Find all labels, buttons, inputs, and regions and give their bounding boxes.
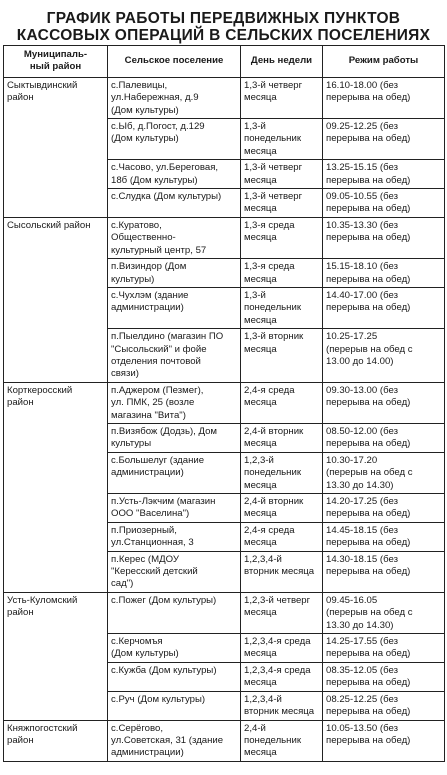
hours-cell: 14.30-18.15 (без перерыва на обед) bbox=[323, 551, 445, 592]
hours-cell: 08.25-12.25 (без перерыва на обед) bbox=[323, 691, 445, 720]
settlement-cell: п.Усть-Лэкчим (магазин ООО "Васелина") bbox=[108, 494, 241, 523]
hours-cell: 09.45-16.05 (перерыв на обед с 13.30 до 14.30) bbox=[323, 592, 445, 633]
hours-cell: 10.25-17.25 (перерыв на обед с 13.00 до 14.00) bbox=[323, 329, 445, 383]
settlement-cell: п.Визябож (Додзь), Дом культуры bbox=[108, 423, 241, 452]
hours-cell: 13.25-15.15 (без перерыва на обед) bbox=[323, 160, 445, 189]
header-district: Муниципаль- ный район bbox=[4, 46, 108, 78]
hours-cell: 09.05-10.55 (без перерыва на обед) bbox=[323, 189, 445, 218]
settlement-cell: с.Слудка (Дом культуры) bbox=[108, 189, 241, 218]
day-cell: 1,2,3-й четверг месяца bbox=[241, 592, 323, 633]
hours-cell: 16.10-18.00 (без перерыва на обед) bbox=[323, 77, 445, 118]
hours-cell: 08.50-12.00 (без перерыва на обед) bbox=[323, 423, 445, 452]
day-cell: 2,4-й вторник месяца bbox=[241, 423, 323, 452]
day-cell: 2,4-й понедельник месяца bbox=[241, 720, 323, 761]
title-line-2: КАССОВЫХ ОПЕРАЦИЙ В СЕЛЬСКИХ ПОСЕЛЕНИЯХ bbox=[16, 27, 431, 44]
settlement-cell: п.Приозерный, ул.Станционная, 3 bbox=[108, 522, 241, 551]
settlement-cell: с.Часово, ул.Береговая, 18б (Дом культуры) bbox=[108, 160, 241, 189]
day-cell: 2,4-я среда месяца bbox=[241, 382, 323, 423]
hours-cell: 15.15-18.10 (без перерыва на обед) bbox=[323, 259, 445, 288]
hours-cell: 09.30-13.00 (без перерыва на обед) bbox=[323, 382, 445, 423]
settlement-cell: с.Чухлэм (здание администрации) bbox=[108, 287, 241, 328]
settlement-cell: с.Кужба (Дом культуры) bbox=[108, 662, 241, 691]
day-cell: 1,2,3-й понедельник месяца bbox=[241, 452, 323, 493]
district-cell: Сыктывдинский район bbox=[4, 77, 108, 217]
day-cell: 1,3-й четверг месяца bbox=[241, 189, 323, 218]
hours-cell: 14.25-17.55 (без перерыва на обед) bbox=[323, 634, 445, 663]
settlement-cell: с.Палевицы, ул.Набережная, д.9 (Дом культуры) bbox=[108, 77, 241, 118]
settlement-cell: с.Серёгово, ул.Советская, 31 (здание администрации) bbox=[108, 720, 241, 761]
day-cell: 1,3-й понедельник месяца bbox=[241, 119, 323, 160]
hours-cell: 14.40-17.00 (без перерыва на обед) bbox=[323, 287, 445, 328]
day-cell: 1,2,3,4-я среда месяца bbox=[241, 662, 323, 691]
settlement-cell: п.Керес (МДОУ "Кересский детский сад") bbox=[108, 551, 241, 592]
day-cell: 1,3-я среда месяца bbox=[241, 259, 323, 288]
hours-cell: 14.45-18.15 (без перерыва на обед) bbox=[323, 522, 445, 551]
page-title bbox=[0, 10, 447, 44]
table-row bbox=[4, 382, 445, 423]
settlement-cell: с.Керчомъя (Дом культуры) bbox=[108, 634, 241, 663]
header-day: День недели bbox=[241, 46, 323, 78]
day-cell: 1,3-й четверг месяца bbox=[241, 160, 323, 189]
district-cell: Княжпогостский район bbox=[4, 720, 108, 761]
schedule-table bbox=[3, 45, 445, 762]
settlement-cell: п.Аджером (Пезмег), ул. ПМК, 25 (возле магазина "Вита") bbox=[108, 382, 241, 423]
table-row bbox=[4, 720, 445, 761]
hours-cell: 10.35-13.30 (без перерыва на обед) bbox=[323, 217, 445, 258]
day-cell: 1,3-й четверг месяца bbox=[241, 77, 323, 118]
day-cell: 1,3-й вторник месяца bbox=[241, 329, 323, 383]
hours-cell: 08.35-12.05 (без перерыва на обед) bbox=[323, 662, 445, 691]
settlement-cell: п.Пыелдино (магазин ПО "Сысольский" и фойе отделения почтовой связи) bbox=[108, 329, 241, 383]
settlement-cell: с.Ыб, д.Погост, д.129 (Дом культуры) bbox=[108, 119, 241, 160]
header-hours: Режим работы bbox=[323, 46, 445, 78]
settlement-cell: с.Пожег (Дом культуры) bbox=[108, 592, 241, 633]
settlement-cell: п.Визиндор (Дом культуры) bbox=[108, 259, 241, 288]
day-cell: 1,2,3,4-й вторник месяца bbox=[241, 551, 323, 592]
day-cell: 1,2,3,4-й вторник месяца bbox=[241, 691, 323, 720]
day-cell: 2,4-я среда месяца bbox=[241, 522, 323, 551]
title-line-1: ГРАФИК РАБОТЫ ПЕРЕДВИЖНЫХ ПУНКТОВ bbox=[46, 10, 401, 27]
table-row bbox=[4, 217, 445, 258]
table-row bbox=[4, 77, 445, 118]
header-row bbox=[4, 46, 445, 78]
settlement-cell: с.Большелуг (здание администрации) bbox=[108, 452, 241, 493]
district-cell: Сысольский район bbox=[4, 217, 108, 382]
hours-cell: 10.30-17.20 (перерыв на обед с 13.30 до 14.30) bbox=[323, 452, 445, 493]
schedule-body bbox=[4, 77, 445, 761]
settlement-cell: с.Руч (Дом культуры) bbox=[108, 691, 241, 720]
district-cell: Усть-Куломский район bbox=[4, 592, 108, 720]
header-settlement: Сельское поселение bbox=[108, 46, 241, 78]
hours-cell: 09.25-12.25 (без перерыва на обед) bbox=[323, 119, 445, 160]
day-cell: 1,3-й понедельник месяца bbox=[241, 287, 323, 328]
day-cell: 1,3-я среда месяца bbox=[241, 217, 323, 258]
hours-cell: 14.20-17.25 (без перерыва на обед) bbox=[323, 494, 445, 523]
hours-cell: 10.05-13.50 (без перерыва на обед) bbox=[323, 720, 445, 761]
day-cell: 2,4-й вторник месяца bbox=[241, 494, 323, 523]
day-cell: 1,2,3,4-я среда месяца bbox=[241, 634, 323, 663]
table-row bbox=[4, 592, 445, 633]
settlement-cell: с.Куратово, Общественно- культурный центр, 57 bbox=[108, 217, 241, 258]
district-cell: Корткеросский район bbox=[4, 382, 108, 592]
